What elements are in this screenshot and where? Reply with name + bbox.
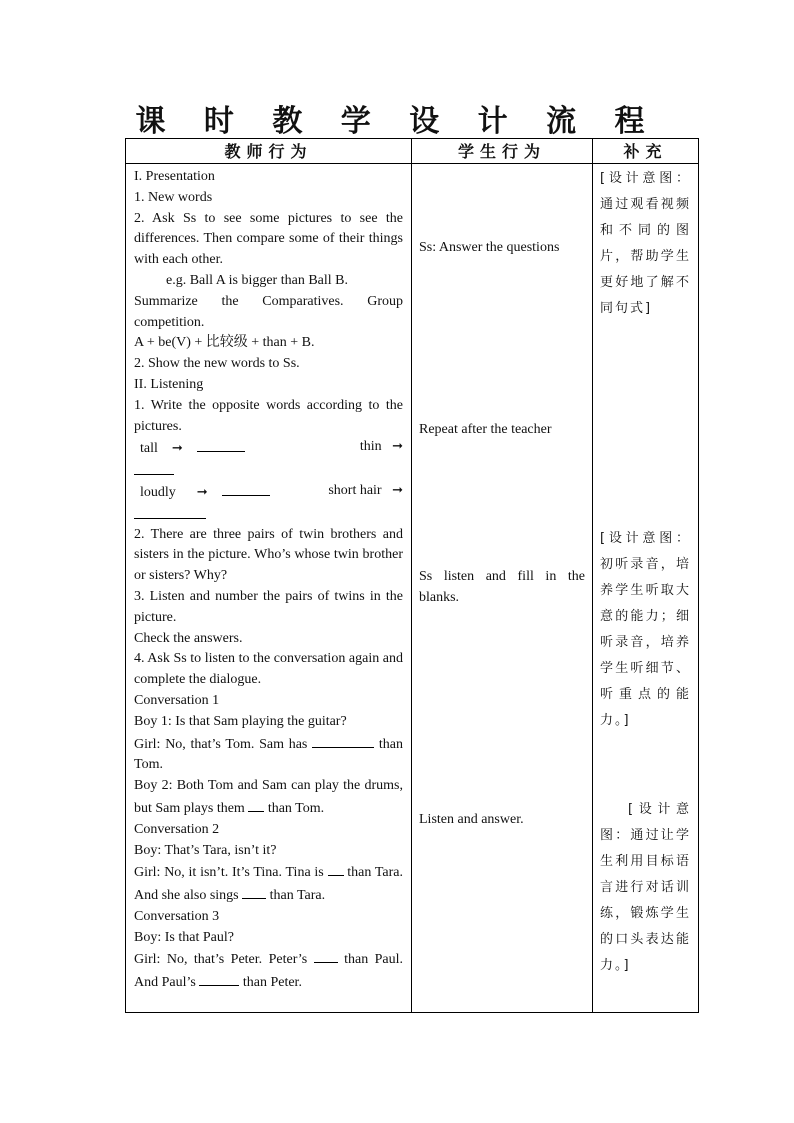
- teacher-line: Summarize the Comparatives. Group competition.: [134, 293, 403, 330]
- dialogue-text: Girl: No, it isn’t. It’s Tina. Tina is: [134, 865, 324, 881]
- conversation-heading: Conversation 2: [134, 821, 220, 837]
- header-supplement: 补充: [593, 139, 699, 164]
- blank-line: [328, 861, 344, 876]
- teacher-line: 2. Show the new words to Ss.: [134, 356, 300, 372]
- student-action: Ss: Answer the questions: [419, 240, 560, 255]
- conversation-heading: Conversation 3: [134, 908, 220, 924]
- page-title: 课 时 教 学 设 计 流 程: [135, 104, 659, 139]
- dialogue-line: [134, 861, 403, 907]
- teacher-line: 4. Ask Ss to listen to the conversation again and complete the dialogue.: [134, 651, 403, 688]
- blank-line: [314, 948, 338, 963]
- student-action: Repeat after the teacher: [419, 422, 552, 437]
- blank-line: [199, 971, 239, 986]
- teacher-line: Check the answers.: [134, 630, 243, 646]
- dialogue-text: Boy 2: Both Tom and Sam can play the drums, but Sam plays them: [134, 778, 403, 816]
- teacher-line: I. Presentation: [134, 169, 215, 184]
- student-cell: [412, 164, 593, 1013]
- blank-line: [134, 460, 174, 475]
- teacher-line: 2. Ask Ss to see some pictures to see the differences. Then compare some of their things with each other.: [134, 210, 403, 268]
- dialogue-text: than Tara. And she also sings: [134, 865, 404, 904]
- blank-line: [197, 437, 245, 452]
- design-note: [设计意图：通过观看视频和不同的图片，帮助学生更好地了解不同句式]: [600, 171, 691, 316]
- dialogue-line: [134, 733, 403, 777]
- teacher-line: 2. There are three pairs of twin brothers and sisters in the picture. Who’s whose twin brother or sisters? Why?: [134, 526, 403, 584]
- dialogue-text: than Tara.: [269, 888, 326, 904]
- design-note: [设计意图：通过让学生利用目标语言进行对话训练，锻炼学生的口头表达能力。]: [600, 802, 691, 973]
- blank-line: [222, 481, 270, 496]
- teacher-line: 1. New words: [134, 189, 213, 205]
- student-action: Ss listen and fill in the blanks.: [419, 569, 585, 605]
- header-row: [126, 139, 699, 164]
- content-row: [126, 164, 699, 1013]
- dialogue-line: [134, 776, 403, 820]
- dialogue-line: Boy: That’s Tara, isn’t it?: [134, 842, 277, 858]
- teacher-line: A + be(V) + 比较级 + than + B.: [134, 335, 315, 351]
- arrow-icon: ➞: [171, 441, 183, 457]
- arrow-icon: ➞: [392, 482, 403, 498]
- blank-line: [134, 504, 206, 519]
- header-student: 学生行为: [412, 139, 593, 164]
- word-tall: tall: [140, 441, 158, 457]
- dialogue-text: Girl: No, that’s Peter. Peter’s: [134, 952, 308, 968]
- conversation-heading: Conversation 1: [134, 692, 220, 708]
- dialogue-line: Boy: Is that Paul?: [134, 929, 234, 945]
- teacher-line: 1. Write the opposite words according to the pictures.: [134, 397, 403, 434]
- teacher-line: II. Listening: [134, 376, 204, 392]
- dialogue-text: Girl: No, that’s Tom. Sam has: [134, 736, 308, 752]
- word-thin: thin: [359, 439, 382, 455]
- dialogue-line: Boy 1: Is that Sam playing the guitar?: [134, 713, 347, 729]
- design-note: [设计意图：初听录音，培养学生听取大意的能力；细听录音，培养学生听细节、听重点的能力。]: [600, 531, 691, 728]
- word-loudly: loudly: [140, 484, 176, 500]
- dialogue-line: [134, 948, 403, 994]
- opposite-words-row: [134, 437, 403, 460]
- teacher-line: 3. Listen and number the pairs of twins in the picture.: [134, 588, 403, 625]
- arrow-icon: ➞: [196, 484, 208, 500]
- opposite-words-row: [134, 481, 403, 504]
- dialogue-text: than Peter.: [242, 975, 302, 991]
- dialogue-text: than Tom.: [134, 736, 403, 773]
- dialogue-text: than Paul. And Paul’s: [134, 952, 404, 991]
- student-action: Listen and answer.: [419, 812, 524, 827]
- arrow-icon: ➞: [392, 439, 403, 455]
- dialogue-text: than Tom.: [267, 800, 325, 816]
- lesson-table: [125, 138, 699, 1013]
- supplement-cell: [593, 164, 699, 1013]
- word-short-hair: short hair: [328, 482, 382, 498]
- header-teacher: 教师行为: [126, 139, 412, 164]
- teacher-line: e.g. Ball A is bigger than Ball B.: [166, 272, 348, 288]
- blank-line: [248, 797, 264, 812]
- blank-line: [312, 733, 374, 748]
- blank-line: [242, 884, 266, 899]
- teacher-cell: [126, 164, 412, 1013]
